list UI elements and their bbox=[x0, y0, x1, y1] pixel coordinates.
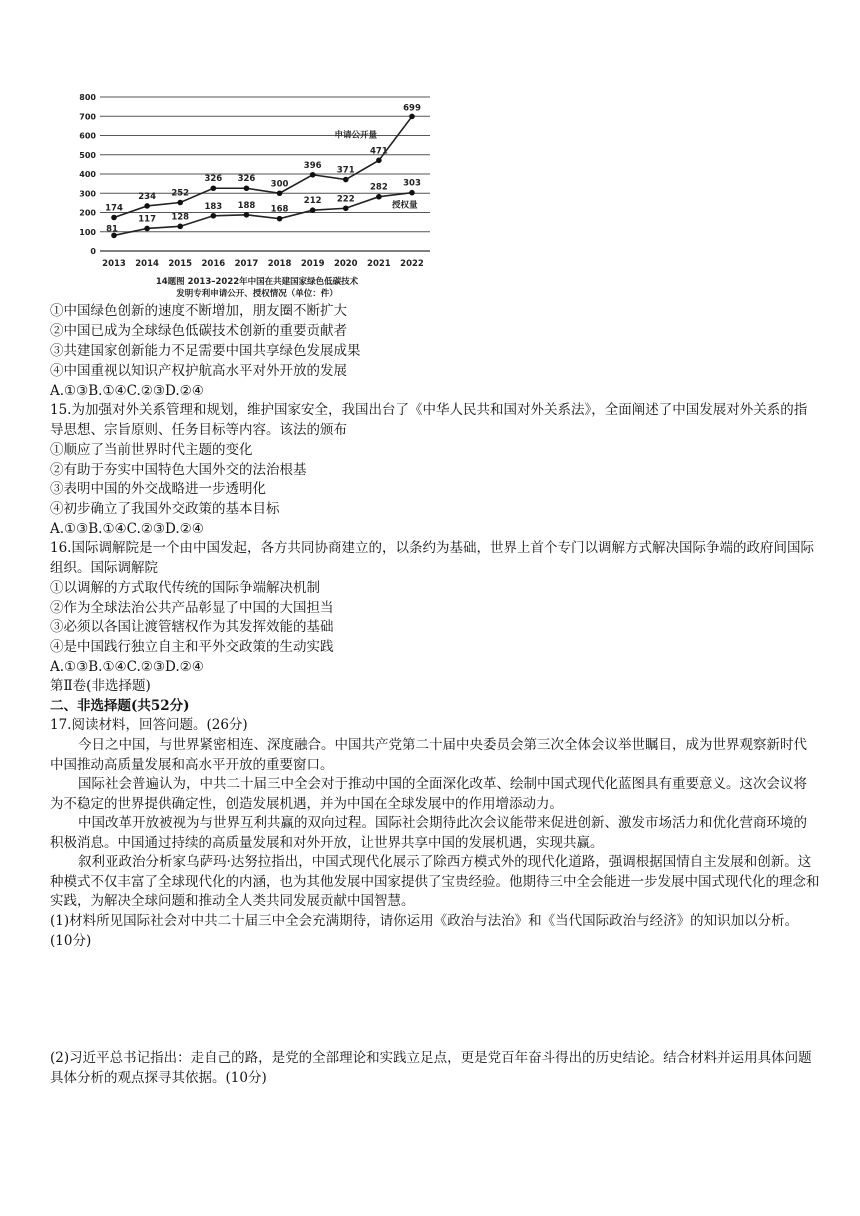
y-tick-label: 400 bbox=[79, 170, 96, 179]
data-label: 326 bbox=[204, 174, 223, 185]
data-label: 371 bbox=[336, 165, 355, 176]
q14-option-2: ②中国已成为全球绿色低碳技术创新的重要贡献者 bbox=[50, 323, 347, 339]
section-heading: 二、非选择题(共52分) bbox=[50, 698, 190, 714]
data-point bbox=[310, 172, 316, 178]
data-label: 252 bbox=[171, 188, 190, 199]
volume-title: 第Ⅱ卷(非选择题) bbox=[50, 678, 151, 694]
y-tick-label: 800 bbox=[79, 93, 96, 102]
q16-option-4: ④是中国践行独立自主和平外交政策的生动实践 bbox=[50, 639, 334, 655]
data-point bbox=[376, 158, 382, 164]
q17-subquestion-2: (2)习近平总书记指出：走自己的路，是党的全部理论和实践立足点，更是党百年奋斗得出的历史结论。结合材料并运用具体问题具体分析的观点探寻其依据。(10分) bbox=[50, 1050, 812, 1086]
x-tick-label: 2013 bbox=[102, 259, 126, 269]
data-label: 117 bbox=[138, 214, 156, 225]
data-point bbox=[310, 207, 316, 213]
q16-option-3: ③必须以各国让渡管辖权作为其发挥效能的基础 bbox=[50, 619, 334, 635]
data-label: 188 bbox=[237, 200, 256, 211]
y-tick-label: 600 bbox=[79, 131, 96, 141]
q14-option-4: ④中国重视以知识产权护航高水平对外开放的发展 bbox=[50, 363, 347, 379]
q15-option-4: ④初步确立了我国外交政策的基本目标 bbox=[50, 501, 280, 517]
data-label: 183 bbox=[204, 201, 223, 212]
x-tick-label: 2022 bbox=[400, 259, 424, 269]
data-label: 282 bbox=[370, 182, 388, 193]
data-point bbox=[376, 194, 382, 200]
data-label: 396 bbox=[303, 160, 322, 171]
data-point bbox=[211, 185, 217, 191]
data-label: 699 bbox=[403, 103, 421, 114]
data-label: 212 bbox=[303, 196, 322, 207]
data-label: 174 bbox=[105, 203, 123, 214]
series-line bbox=[114, 193, 412, 236]
data-label: 471 bbox=[370, 146, 388, 157]
data-label: 168 bbox=[270, 204, 289, 215]
x-tick-label: 2019 bbox=[300, 259, 325, 269]
data-point bbox=[111, 215, 117, 221]
q14-answer-choices: A.①③B.①④C.②③D.②④ bbox=[50, 383, 204, 399]
q15-option-1: ①顺应了当前世界时代主题的变化 bbox=[50, 442, 253, 458]
data-label: 300 bbox=[270, 179, 289, 190]
q15-stem: 15.为加强对外关系管理和规划，维护国家安全，我国出台了《中华人民共和国对外关系法》，全面阐述了中国发展对外关系的指导思想、宗旨原则、任务目标等内容。该法的颁布 bbox=[50, 402, 808, 438]
q14-option-3: ③共建国家创新能力不足需要中国共享绿色发展成果 bbox=[50, 343, 361, 359]
y-tick-label: 0 bbox=[90, 247, 96, 256]
data-point bbox=[144, 203, 150, 209]
q15-option-3: ③表明中国的外交战略进一步透明化 bbox=[50, 481, 266, 497]
series-name-label: 授权量 bbox=[392, 200, 418, 211]
q16-option-1: ①以调解的方式取代传统的国际争端解决机制 bbox=[50, 580, 320, 596]
q17-title: 17.阅读材料，回答问题。(26分) bbox=[50, 717, 248, 733]
x-tick-label: 2021 bbox=[367, 259, 391, 269]
patent-line-chart bbox=[72, 88, 442, 302]
data-point bbox=[244, 185, 250, 191]
q17-paragraph-1: 今日之中国，与世界紧密相连、深度融合。中国共产党第二十届中央委员会第三次全体会议举世瞩目，成为世界观察新时代中国推动高质量发展和高水平开放的重要窗口。 bbox=[50, 737, 807, 773]
q16-answer-choices: A.①③B.①④C.②③D.②④ bbox=[50, 659, 204, 675]
x-tick-label: 2014 bbox=[135, 259, 159, 269]
data-label: 81 bbox=[106, 224, 118, 235]
data-label: 234 bbox=[138, 191, 156, 202]
y-tick-label: 200 bbox=[79, 208, 96, 218]
data-label: 222 bbox=[336, 194, 355, 205]
q15-answer-choices: A.①③B.①④C.②③D.②④ bbox=[50, 521, 204, 537]
y-tick-label: 700 bbox=[79, 112, 96, 122]
y-tick-label: 300 bbox=[79, 189, 96, 199]
data-point bbox=[177, 200, 183, 206]
series-name-label: 申请公开量 bbox=[334, 130, 377, 141]
data-point bbox=[343, 177, 349, 183]
x-tick-label: 2018 bbox=[267, 259, 292, 269]
q16-stem: 16.国际调解院是一个由中国发起，各方共同协商建立的，以条约为基础，世界上首个专门以调解方式解决国际争端的政府间国际组织。国际调解院 bbox=[50, 540, 814, 576]
data-point bbox=[177, 224, 183, 230]
data-label: 303 bbox=[403, 178, 421, 189]
data-label: 326 bbox=[237, 174, 256, 185]
data-point bbox=[211, 213, 217, 219]
data-point bbox=[277, 190, 283, 196]
q14-option-1: ①中国绿色创新的速度不断增加，朋友圈不断扩大 bbox=[50, 303, 347, 319]
q17-paragraph-2: 国际社会普遍认为，中共二十届三中全会对于推动中国的全面深化改革、绘制中国式现代化蓝图具有重要意义。这次会议将为不稳定的世界提供确定性，创造发展机遇，并为中国在全球发展中的作用增添动力。 bbox=[50, 776, 807, 812]
data-point bbox=[409, 114, 415, 120]
data-point bbox=[244, 212, 250, 218]
q16-option-2: ②作为全球法治公共产品彰显了中国的大国担当 bbox=[50, 600, 334, 616]
q17-subquestion-1: (1)材料所见国际社会对中共二十届三中全会充满期待，请你运用《政治与法治》和《当代国际政治与经济》的知识加以分析。(10分) bbox=[50, 913, 799, 949]
q17-paragraph-3: 中国改革开放被视为与世界互利共赢的双向过程。国际社会期待此次会议能带来促进创新、激发市场活力和优化营商环境的积极消息。中国通过持续的高质量发展和对外开放，让世界共享中国的发展机遇，实现共赢。 bbox=[50, 815, 807, 851]
data-point bbox=[409, 190, 415, 196]
chart-caption-line1: 14题图 2013–2022年中国在共建国家绿色低碳技术 bbox=[155, 277, 359, 287]
chart-labels bbox=[79, 93, 424, 269]
y-tick-label: 500 bbox=[79, 150, 96, 160]
data-point bbox=[144, 226, 150, 232]
x-tick-label: 2020 bbox=[333, 259, 358, 269]
data-point bbox=[343, 205, 349, 211]
q17-paragraph-4: 叙利亚政治分析家乌萨玛·达努拉指出，中国式现代化展示了除西方模式外的现代化道路，强调根据国情自主发展和创新。这种模式不仅丰富了全球现代化的内涵，也为其他发展中国家提供了宝贵经验。他期待三中全会能进一步发展中国式现代化的理念和实践，为解决全球问题和推动全人类共同发展贡献中国智慧。 bbox=[50, 854, 820, 910]
x-tick-label: 2015 bbox=[168, 259, 193, 269]
x-tick-label: 2016 bbox=[201, 259, 226, 269]
chart-caption-line2: 发明专利申请公开、授权情况（单位：件） bbox=[176, 289, 338, 299]
data-point bbox=[277, 216, 283, 222]
y-tick-label: 100 bbox=[79, 227, 96, 237]
x-tick-label: 2017 bbox=[234, 259, 259, 269]
q15-option-2: ②有助于夯实中国特色大国外交的法治根基 bbox=[50, 462, 307, 478]
data-label: 128 bbox=[171, 212, 190, 223]
